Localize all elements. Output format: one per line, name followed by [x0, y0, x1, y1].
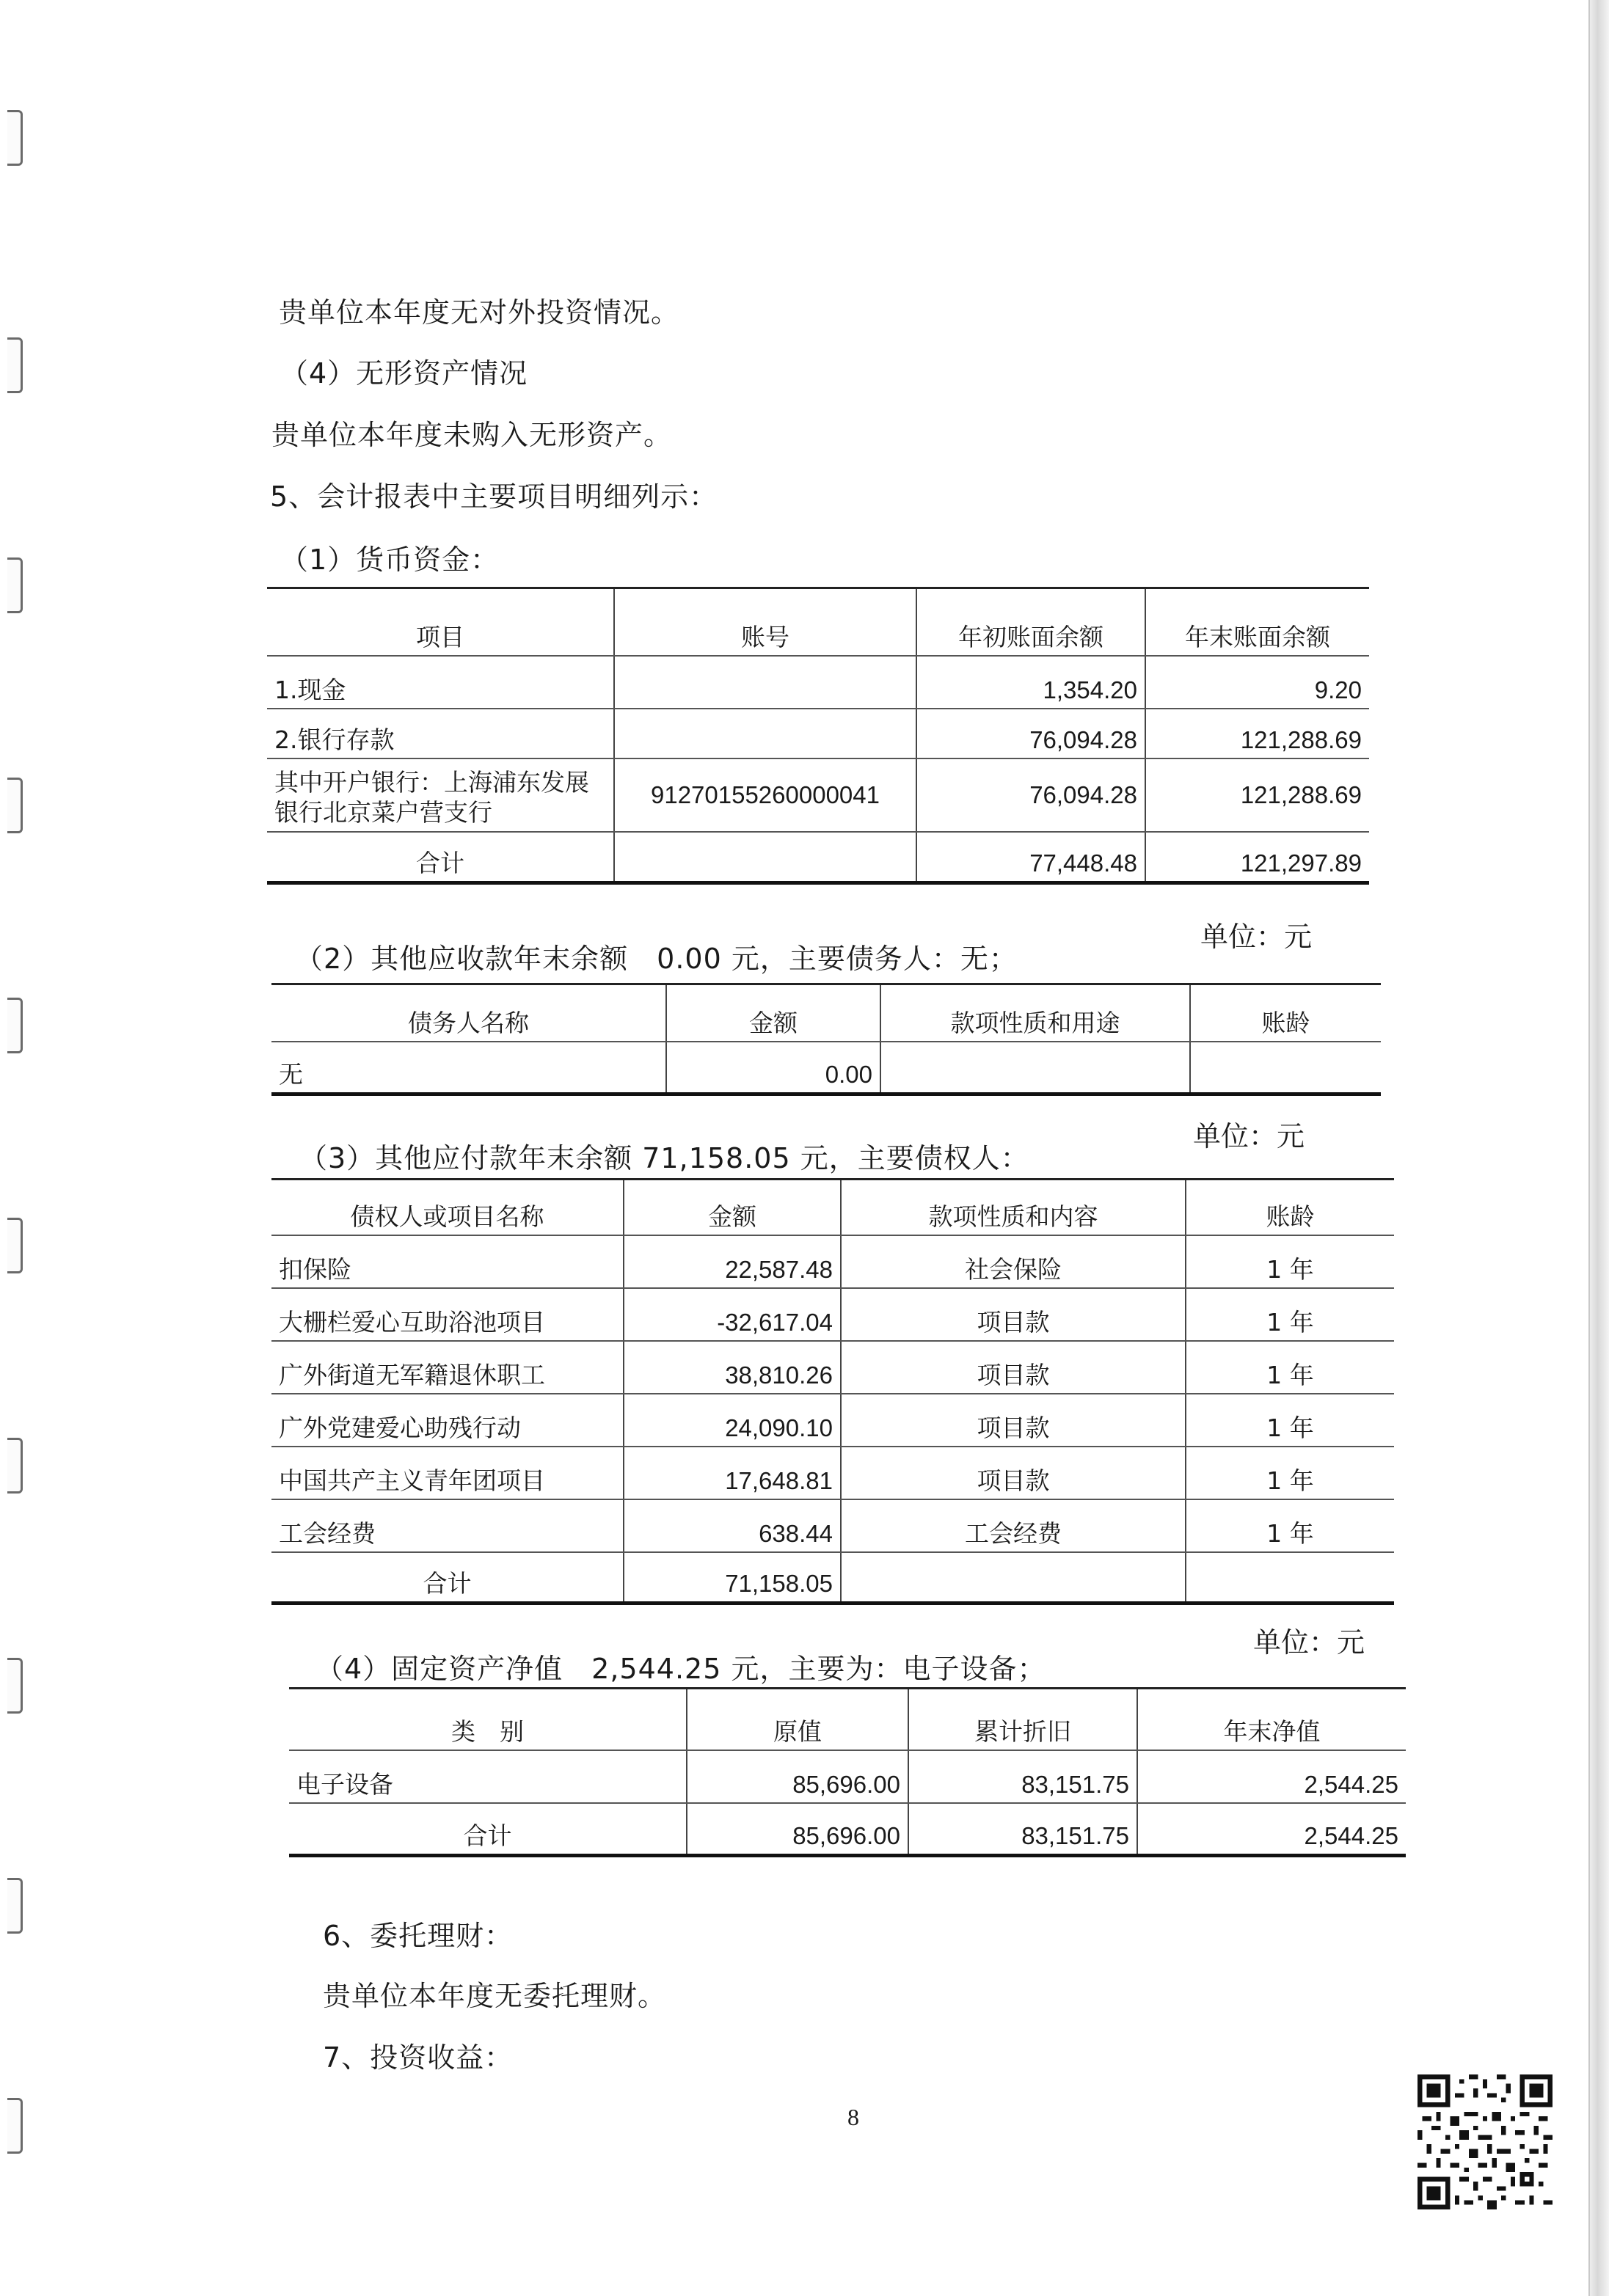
header-nature: 款项性质和内容: [841, 1180, 1186, 1235]
cell-amount: -32,617.04: [624, 1288, 841, 1341]
header-end-balance: 年末账面余额: [1145, 588, 1369, 656]
cell-end: 121,297.89: [1145, 832, 1369, 883]
cell-age: 1 年: [1186, 1499, 1394, 1552]
unit-label: 单位：元: [1193, 1120, 1305, 1152]
table-row: [271, 1042, 1381, 1094]
cell-begin: 1,354.20: [916, 656, 1145, 709]
binding-hole: [7, 778, 23, 833]
header-amount: 金额: [624, 1180, 841, 1235]
cell-end: 121,288.69: [1145, 758, 1369, 832]
page-number: 8: [847, 2104, 859, 2130]
table-header-row: [271, 984, 1381, 1042]
binding-hole: [7, 557, 23, 613]
cell-age: 1 年: [1186, 1447, 1394, 1499]
cell-amount: 24,090.10: [624, 1394, 841, 1447]
heading-other-payables: （3）其他应付款年末余额 71,158.05 元，主要债权人：: [299, 1142, 1029, 1174]
table-row: [267, 758, 1369, 832]
binding-hole: [7, 1438, 23, 1494]
cell-nature: 项目款: [841, 1288, 1186, 1341]
table-header-row: [289, 1689, 1406, 1750]
other-receivables-table: [271, 983, 1381, 1096]
heading-entrusted-finance: 6、委托理财：: [323, 1920, 514, 1952]
cell-end: 121,288.69: [1145, 709, 1369, 758]
cell-nature: [841, 1552, 1186, 1604]
cell-category: 电子设备: [289, 1750, 687, 1803]
cell-name: 工会经费: [271, 1499, 624, 1552]
binding-hole: [7, 1878, 23, 1934]
heading-main-items: 5、会计报表中主要项目明细列示：: [270, 480, 718, 513]
header-nature: 款项性质和用途: [880, 984, 1190, 1042]
header-begin-balance: 年初账面余额: [916, 588, 1145, 656]
cell-amount: 71,158.05: [624, 1552, 841, 1604]
cell-depreciation: 83,151.75: [908, 1803, 1137, 1856]
cell-begin: 77,448.48: [916, 832, 1145, 883]
cell-net: 2,544.25: [1137, 1803, 1406, 1856]
header-net-value: 年末净值: [1137, 1689, 1406, 1750]
cell-item: 2.银行存款: [267, 709, 614, 758]
cell-account: 91270155260000041: [614, 758, 916, 832]
paragraph-no-intangible: 贵单位本年度未购入无形资产。: [271, 419, 673, 451]
cell-age: 1 年: [1186, 1235, 1394, 1288]
table-total-row: [289, 1803, 1406, 1856]
table-row: [267, 709, 1369, 758]
cell-name: 无: [271, 1042, 666, 1094]
table-row: [271, 1447, 1394, 1499]
header-account: 账号: [614, 588, 916, 656]
heading-fixed-assets: （4）固定资产净值 2,544.25 元，主要为：电子设备；: [315, 1653, 1046, 1685]
table-header-row: [267, 588, 1369, 656]
cell-category: 合计: [289, 1803, 687, 1856]
table-header-row: [271, 1180, 1394, 1235]
table-total-row: [267, 832, 1369, 883]
qr-code-icon: [1418, 2074, 1553, 2209]
cell-depreciation: 83,151.75: [908, 1750, 1137, 1803]
cell-item: 合计: [267, 832, 614, 883]
binding-hole: [7, 998, 23, 1053]
header-age: 账龄: [1186, 1180, 1394, 1235]
cell-nature: 项目款: [841, 1341, 1186, 1394]
header-age: 账龄: [1190, 984, 1381, 1042]
heading-investment-income: 7、投资收益：: [323, 2041, 514, 2074]
header-category: 类 别: [289, 1689, 687, 1750]
header-debtor: 债务人名称: [271, 984, 666, 1042]
binding-hole: [7, 337, 23, 393]
cell-name: 广外党建爱心助残行动: [271, 1394, 624, 1447]
cell-name: 合计: [271, 1552, 624, 1604]
table-total-row: [271, 1552, 1394, 1604]
cell-original: 85,696.00: [687, 1803, 908, 1856]
cell-amount: 17,648.81: [624, 1447, 841, 1499]
cell-nature: 工会经费: [841, 1499, 1186, 1552]
cell-name: 大栅栏爱心互助浴池项目: [271, 1288, 624, 1341]
binding-hole: [7, 1658, 23, 1714]
cell-net: 2,544.25: [1137, 1750, 1406, 1803]
cell-nature: [880, 1042, 1190, 1094]
cell-item: 其中开户银行：上海浦东发展银行北京菜户营支行: [267, 758, 614, 832]
cell-age: [1190, 1042, 1381, 1094]
table-row: [271, 1499, 1394, 1552]
cell-begin: 76,094.28: [916, 758, 1145, 832]
cell-age: 1 年: [1186, 1341, 1394, 1394]
cell-name: 中国共产主义青年团项目: [271, 1447, 624, 1499]
heading-intangible-assets: （4）无形资产情况: [280, 357, 528, 390]
binding-hole: [7, 2098, 23, 2154]
cell-age: 1 年: [1186, 1288, 1394, 1341]
cell-nature: 项目款: [841, 1394, 1186, 1447]
cell-amount: 0.00: [666, 1042, 880, 1094]
header-original-value: 原值: [687, 1689, 908, 1750]
table-row: [271, 1288, 1394, 1341]
cell-amount: 22,587.48: [624, 1235, 841, 1288]
cell-age: 1 年: [1186, 1394, 1394, 1447]
cell-age: [1186, 1552, 1394, 1604]
cell-account: [614, 832, 916, 883]
cell-account: [614, 656, 916, 709]
header-item: 项目: [267, 588, 614, 656]
table-row: [289, 1750, 1406, 1803]
heading-other-receivables: （2）其他应收款年末余额 0.00 元，主要债务人：无；: [295, 943, 1018, 975]
heading-monetary-funds: （1）货币资金：: [280, 544, 500, 576]
monetary-funds-table: [267, 587, 1369, 885]
table-row: [267, 656, 1369, 709]
paragraph-no-entrusted-finance: 贵单位本年度无委托理财。: [323, 1980, 667, 2012]
header-depreciation: 累计折旧: [908, 1689, 1137, 1750]
page-edge-shadow: [1588, 0, 1609, 2296]
cell-end: 9.20: [1145, 656, 1369, 709]
cell-name: 扣保险: [271, 1235, 624, 1288]
unit-label: 单位：元: [1200, 921, 1313, 953]
cell-amount: 38,810.26: [624, 1341, 841, 1394]
cell-name: 广外街道无军籍退休职工: [271, 1341, 624, 1394]
unit-label: 单位：元: [1253, 1626, 1365, 1659]
cell-account: [614, 709, 916, 758]
table-row: [271, 1235, 1394, 1288]
binding-hole: [7, 1218, 23, 1273]
header-amount: 金额: [666, 984, 880, 1042]
table-row: [271, 1341, 1394, 1394]
fixed-assets-table: [289, 1687, 1406, 1857]
table-row: [271, 1394, 1394, 1447]
binding-hole: [7, 110, 23, 166]
paragraph-no-investment: 贵单位本年度无对外投资情况。: [279, 296, 680, 329]
cell-begin: 76,094.28: [916, 709, 1145, 758]
cell-item: 1.现金: [267, 656, 614, 709]
header-creditor: 债权人或项目名称: [271, 1180, 624, 1235]
cell-nature: 社会保险: [841, 1235, 1186, 1288]
cell-amount: 638.44: [624, 1499, 841, 1552]
other-payables-table: [271, 1178, 1394, 1605]
cell-nature: 项目款: [841, 1447, 1186, 1499]
cell-original: 85,696.00: [687, 1750, 908, 1803]
